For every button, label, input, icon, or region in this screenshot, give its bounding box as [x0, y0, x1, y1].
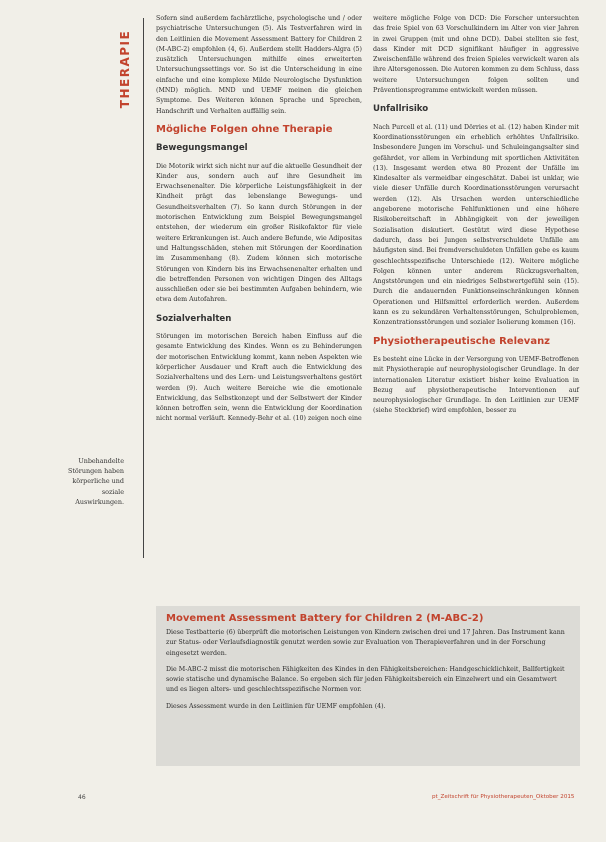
margin-note: Unbehandelte Störungen haben körperliche und soziale Auswirkungen. — [67, 457, 124, 506]
section-heading: Physiotherapeutische Relevanz — [373, 335, 551, 347]
section-tab-label: THERAPIE — [118, 29, 133, 109]
paragraph: Es besteht eine Lücke in der Versorgung von UEMF-Betroffenen mit Physiotherapie auf neurophysiologischer Grundlage. In der internationalen Literatur existiert bisher keine Evaluation in Bezug auf physiotherapeutische Interventionen auf neurophysiologischer Grundlage. In den Leitlinien zur UEMF (siehe Steckbrief) wird empfohlen, besser zu — [373, 355, 579, 415]
page-number: 46 — [78, 794, 86, 801]
paragraph: weitere mögliche Folge von DCD: Die Forscher untersuchten das freie Spiel von 63 Vorschulkindern im Alter von vier Jahren in zwei Gruppen (mit und ohne DCD). Dabei stellten sie fest, dass Kinder mit DCD signifikant häufiger in aggressive Zweischenfälle während des freien Spieles verwickelt waren als ihre Altersgenossen. Die Autoren kommen zu dem Schluss, dass weitere Untersuchungen folgen sollten und Präventionsprogramme entwickelt werden müssen. — [373, 15, 579, 95]
section-heading: Mögliche Folgen ohne Therapie — [156, 123, 333, 135]
text-column-left — [156, 14, 362, 425]
paragraph: Die Motorik wirkt sich nicht nur auf die aktuelle Gesundheit der Kinder aus, sondern auch auf ihre Gesundheit im Erwachsenenalter. Die körperliche Leistungsfähigkeit in der Kindheit prägt das lebenslange Bewegungs- und Gesundheitsverhalten (7). So kann durch Störungen in der motorischen Entwicklung zum Beispiel Bewegungsmangel entstehen, der wiederum ein großer Risikofaktor für viele weitere Erkrankungen ist. Auch andere Befunde, wie Adipositas und Haltungsschäden, stehen mit Störungen der Koordination im Zusammenhang (8). Zudem können sich motorische Störungen von Kindern bis ins Erwachsenenalter erhalten und die betreffenden Personen von wichtigen Dingen des Alltags ausschließen oder sie bei bestimmten Aufgaben behindern, wie etwa dem Autofahren. — [156, 162, 362, 304]
text-column-right — [373, 14, 579, 417]
paragraph: Dieses Assessment wurde in den Leitlinien für UEMF empfohlen (4). — [166, 702, 386, 710]
subsection-heading: Sozialverhalten — [156, 313, 232, 324]
info-box — [156, 606, 580, 766]
paragraph: Sofern sind außerdem fachärztliche, psychologische und / oder psychiatrische Untersuchungen (5). Als Testverfahren wird in den Leitlinien die Movement Assessment Battery for Children 2 (M-ABC-2) empfohlen (4, 6). Außerdem stellt Hadders-Algra (5) zusätzlich Untersuchungen mithilfe eines erweiterten Untersuchungssettings vor. So ist die Unterscheidung in eine einfache und eine komplexe Milde Neurologische Dysfunktion (MND) möglich. MND und UEMF meinen die gleichen Symptome. Des Weiteren können Sprache und Sprechen, Handschrift und Verhalten auffällig sein. — [156, 15, 362, 115]
subsection-heading: Unfallrisiko — [373, 104, 429, 115]
subsection-heading: Bewegungsmangel — [156, 143, 248, 154]
paragraph: Nach Purcell et al. (11) und Dörries et al. (12) haben Kinder mit Koordinationsstörungen ein erheblich erhöhtes Unfallrisiko. Insbesondere Jungen im Vorschul- und Schuleingangsalter sind gefährdet, vor allem in Verbindung mit sportlichen Aktivitäten (13). Insgesamt werden etwa 80 Prozent der Unfälle im Kindesalter als vermeidbar eingeschätzt. Dabei ist unklar, wie viele dieser Unfälle durch Koordinationsstörungen verursacht werden (12). Als Ursachen werden unterschiedliche angeborene motorische Fehlfunktionen und eine höhere Risikobereitschaft in Abhängigkeit von der jeweiligen Sozialisation diskutiert. Gestützt wird diese Hypothese dadurch, dass bei Jungen selbstverschuldete Unfälle am häufigsten sind. Bei fremdverschuldeten Unfällen gebe es kaum geschlechtsspezifische Unterschiede (12). Weitere mögliche Folgen können unter anderem Rückzugsverhalten, Angststörungen und ein niedriges Selbstwertgefühl sein (15). Durch die andauernden Funktionseinschränkungen können Operationen und Hilfsmittel erforderlich werden. Außerdem kann es zu sekundären Verhaltensstörungen, Schulproblemen, Konzentrationsstörungen und sozialer Isolierung kommen (16). — [373, 123, 579, 327]
paragraph: Diese Testbatterie (6) überprüft die motorischen Leistungen von Kindern zwischen drei und 17 Jahren. Das Instrument kann zur Status- oder Verlaufsdiagnostik genutzt werden sowie zur Evaluation von Therapieverfahren und in der Forschung eingesetzt werden. — [166, 629, 565, 657]
column-divider — [143, 18, 144, 558]
journal-footer: pt_Zeitschrift für Physiotherapeuten_Oktober 2015 — [432, 794, 575, 800]
paragraph: Störungen im motorischen Bereich haben Einfluss auf die gesamte Entwicklung des Kindes. Wenn es zu Behinderungen der motorischen Entwicklung kommt, kann neben Aspekten wie körperlicher Ausdauer und Kraft auch die Entwicklung des Sozialverhaltens und des Lern- und Leistungsverhaltens gestört werden (9). Auch weitere Bereiche wie die emotionale Entwicklung, das Selbstkonzept und der Selbstwert der Kinder können betroffen sein, wenn die Entwicklung der Koordination nicht normal verläuft. Kennedy-Behr et al. (10) zeigen noch eine — [156, 333, 362, 423]
info-box-body — [156, 628, 580, 712]
info-box-title: Movement Assessment Battery for Children 2 (M-ABC-2) — [166, 613, 484, 624]
paragraph: Die M-ABC-2 misst die motorischen Fähigkeiten des Kindes in den Fähigkeitsbereichen: Handgeschicklichkeit, Ballfertigkeit sowie statische und dynamische Balance. So ergeben sich für jeden Fähigkeitsbereich ein Einzelwert und ein Gesamtwert und es liegen alters- und geschlechtsspezifische Normen vor. — [166, 665, 565, 694]
section-tab — [118, 20, 142, 120]
